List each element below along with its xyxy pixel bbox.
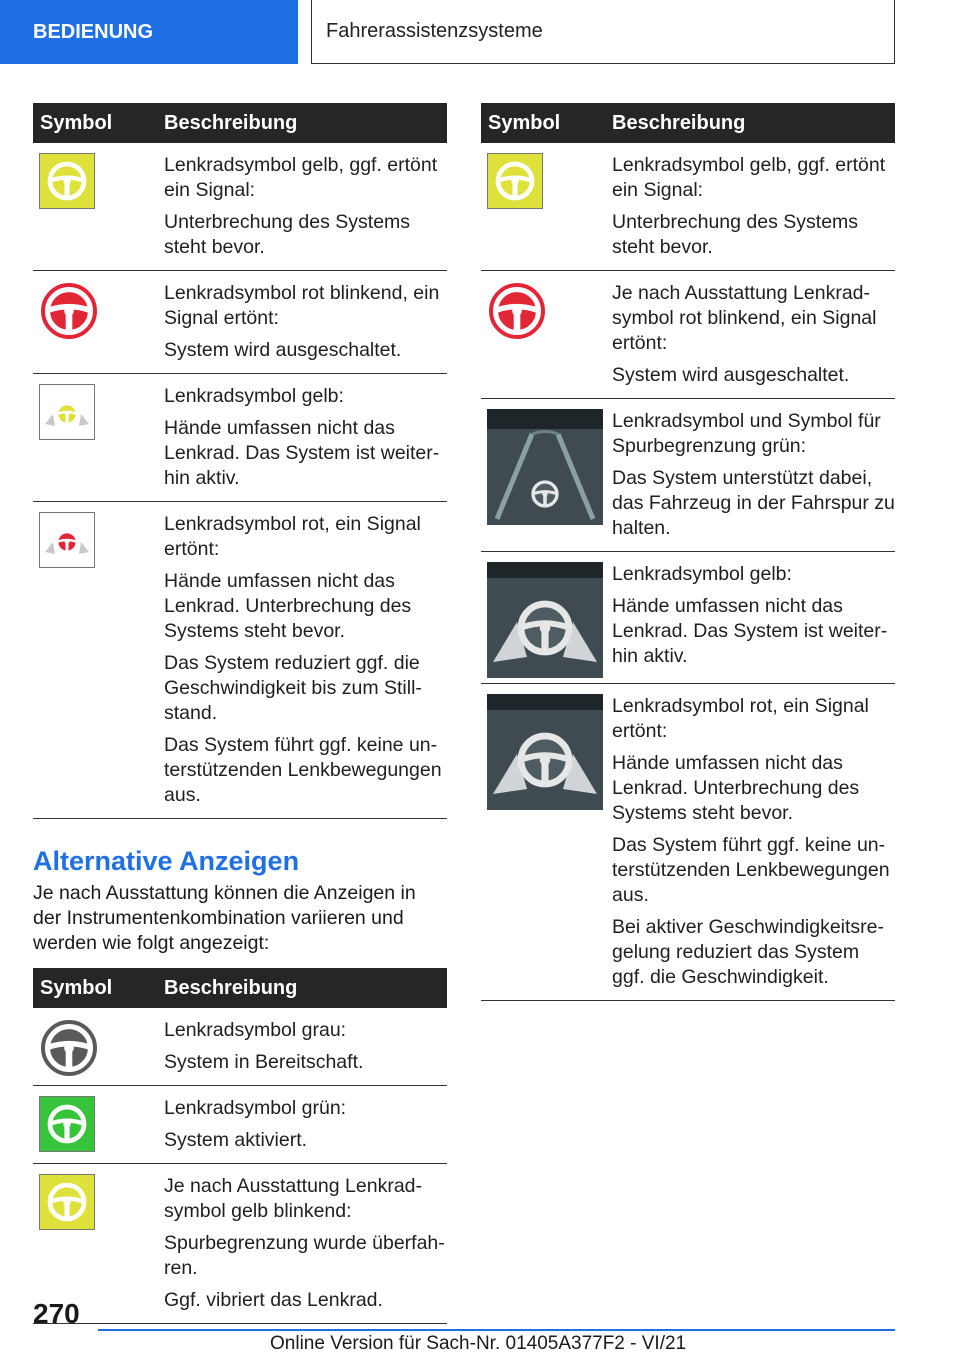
description-line: System in Bereitschaft. <box>164 1051 364 1073</box>
description-line: Lenkradsymbol gelb: <box>612 563 792 585</box>
description-line: Hände umfassen nicht das Lenkrad. Unterbrechung des Systems steht bevor. <box>164 570 412 642</box>
symbol-column-header: Symbol <box>33 968 164 1008</box>
hands-off-display-icon <box>487 562 603 683</box>
row-description <box>612 271 895 399</box>
steering-wheel-yellow-icon <box>39 1174 95 1235</box>
description-line: Spurbegrenzung wurde überfah-ren. <box>164 1232 445 1279</box>
table-row <box>33 271 447 374</box>
table-row <box>481 552 895 684</box>
description-line: Hände umfassen nicht das Lenkrad. Das System ist weiter-hin aktiv. <box>164 417 440 489</box>
table-row <box>33 1008 447 1086</box>
row-description <box>612 143 895 271</box>
row-description <box>164 1086 447 1164</box>
footer-divider <box>98 1329 895 1331</box>
table-row <box>481 271 895 399</box>
symbol-column-header: Symbol <box>33 103 164 143</box>
symbol-table-1 <box>33 103 447 819</box>
description-line: Lenkradsymbol rot blinkend, ein Signal ertönt: <box>164 282 440 329</box>
table-row <box>481 399 895 552</box>
table-row <box>33 502 447 819</box>
description-line: Hände umfassen nicht das Lenkrad. Das System ist weiter-hin aktiv. <box>612 595 888 667</box>
description-line: Unterbrechung des Systems steht bevor. <box>164 211 411 258</box>
hands-off-display-icon <box>487 694 603 815</box>
description-line: Je nach Ausstattung Lenkrad-symbol gelb blinkend: <box>164 1175 423 1222</box>
symbol-column-header: Symbol <box>481 103 612 143</box>
page-title: Fahrerassistenzsysteme <box>311 0 895 64</box>
table-row <box>481 684 895 1001</box>
description-line: Lenkradsymbol rot, ein Signal ertönt: <box>612 695 869 742</box>
description-line: Lenkradsymbol grau: <box>164 1019 347 1041</box>
steering-wheel-yellow-icon <box>487 153 543 214</box>
description-line: Unterbrechung des Systems steht bevor. <box>612 211 859 258</box>
description-column-header: Beschreibung <box>164 103 447 143</box>
description-line: Lenkradsymbol grün: <box>164 1097 347 1119</box>
symbol-table-2 <box>33 968 447 1324</box>
steering-wheel-red-icon <box>39 281 99 346</box>
description-line: System aktiviert. <box>164 1129 308 1151</box>
description-line: Lenkradsymbol rot, ein Signal ertönt: <box>164 513 421 560</box>
steering-wheel-green-icon <box>39 1096 95 1157</box>
table-row <box>33 1164 447 1324</box>
description-line: Das System reduziert ggf. die Geschwindigkeit bis zum Still-stand. <box>164 652 422 724</box>
row-description <box>164 143 447 271</box>
description-line: Das System unterstützt dabei, das Fahrzeug in der Fahrspur zu halten. <box>612 467 895 539</box>
steering-wheel-red-icon <box>487 281 547 346</box>
section-tab: BEDIENUNG <box>0 0 298 64</box>
footer-version: Online Version für Sach-Nr. 01405A377F2 - VI/21 <box>270 1333 687 1354</box>
steering-wheel-yellow-icon <box>39 153 95 214</box>
description-line: System wird ausgeschaltet. <box>612 364 850 386</box>
left-column <box>33 103 447 1324</box>
row-description <box>164 502 447 819</box>
description-line: Lenkradsymbol gelb, ggf. ertönt ein Signal: <box>164 154 438 201</box>
description-line: System wird ausgeschaltet. <box>164 339 402 361</box>
description-line: Je nach Ausstattung Lenkrad-symbol rot blinkend, ein Signal ertönt: <box>612 282 877 354</box>
hands-off-red-icon <box>39 512 95 573</box>
description-line: Lenkradsymbol gelb, ggf. ertönt ein Signal: <box>612 154 886 201</box>
table-row <box>33 374 447 502</box>
description-column-header: Beschreibung <box>612 103 895 143</box>
row-description <box>612 552 895 684</box>
hands-off-yellow-icon <box>39 384 95 445</box>
description-line: Lenkradsymbol und Symbol für Spurbegrenzung grün: <box>612 410 881 457</box>
row-description <box>164 1008 447 1086</box>
symbol-table-3 <box>481 103 895 1001</box>
lane-display-green-icon <box>487 409 603 530</box>
description-line: Hände umfassen nicht das Lenkrad. Unterbrechung des Systems steht bevor. <box>612 752 860 824</box>
page-number: 270 <box>33 1298 80 1329</box>
row-description <box>612 399 895 552</box>
alternative-heading: Alternative Anzeigen <box>33 846 300 876</box>
description-line: Lenkradsymbol gelb: <box>164 385 344 407</box>
description-line: Bei aktiver Geschwindigkeitsre-gelung reduziert das System ggf. die Geschwindigkeit. <box>612 916 885 988</box>
table-row <box>33 1086 447 1164</box>
table-row <box>481 143 895 271</box>
row-description <box>164 1164 447 1324</box>
row-description <box>612 684 895 1001</box>
steering-wheel-grey-icon <box>39 1018 99 1083</box>
alternative-intro: Je nach Ausstattung können die Anzeigen in der Instrumentenkombination variieren und werden wie folgt angezeigt: <box>33 882 416 954</box>
description-line: Das System führt ggf. keine un-terstützenden Lenkbewegungen aus. <box>164 734 442 806</box>
description-column-header: Beschreibung <box>164 968 447 1008</box>
description-line: Ggf. vibriert das Lenkrad. <box>164 1289 383 1311</box>
row-description <box>164 374 447 502</box>
description-line: Das System führt ggf. keine un-terstützenden Lenkbewegungen aus. <box>612 834 890 906</box>
row-description <box>164 271 447 374</box>
right-column <box>481 103 895 1001</box>
table-row <box>33 143 447 271</box>
